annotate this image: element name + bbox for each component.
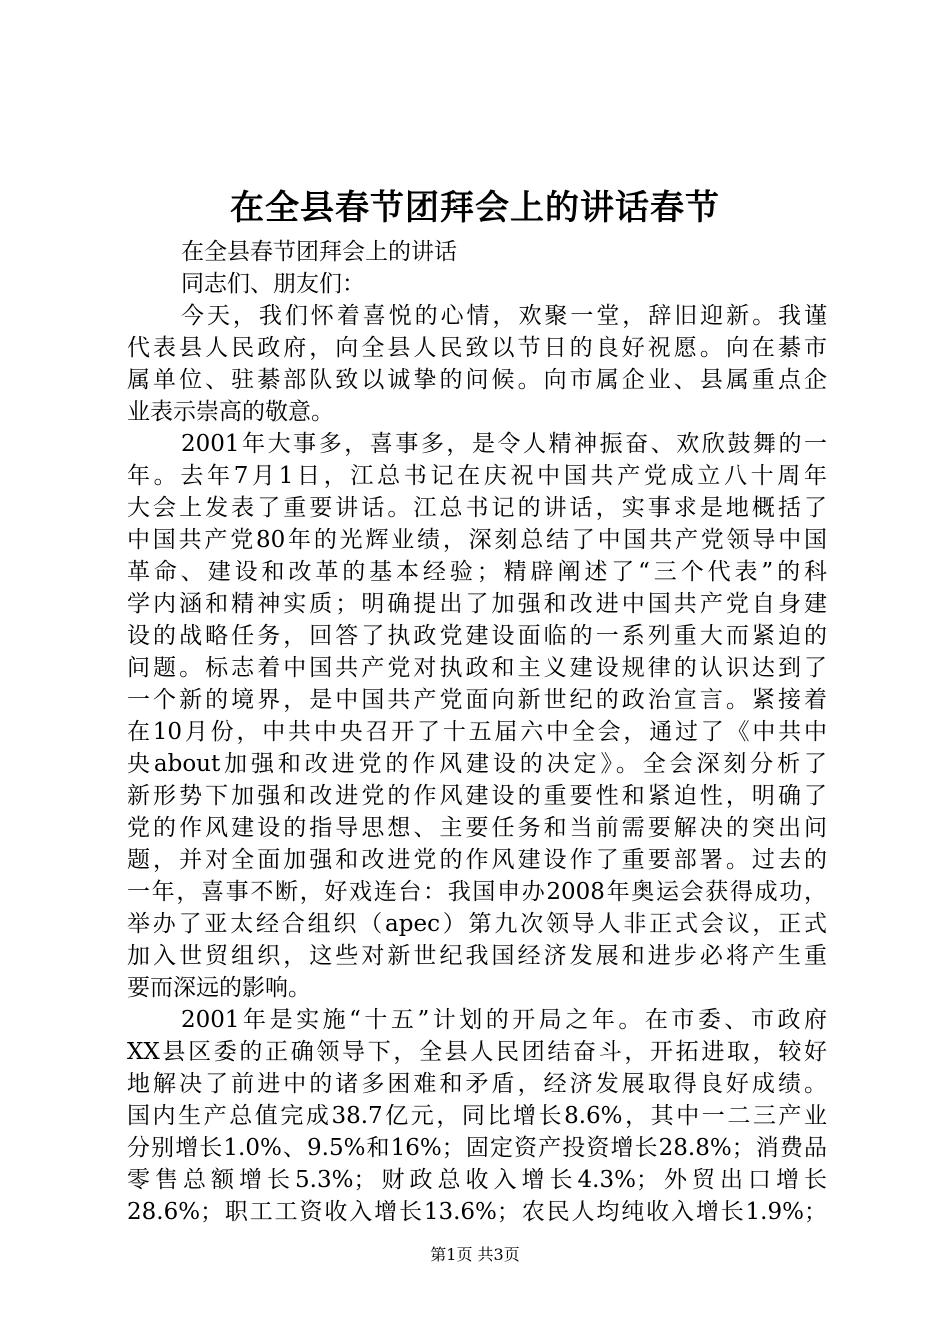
text-line: 中国共产党80年的光辉业绩，深刻总结了中国共产党领导中国 — [127, 527, 827, 553]
text-line: 地解决了前进中的诸多困难和矛盾，经济发展取得良好成绩。 — [127, 1071, 827, 1097]
text-line: 学内涵和精神实质；明确提出了加强和改进中国共产党自身建 — [127, 591, 827, 617]
text-line: 加入世贸组织，这些对新世纪我国经济发展和进步必将产生重 — [127, 943, 827, 969]
text-line: 题，并对全面加强和改进党的作风建设作了重要部署。过去的 — [127, 847, 827, 873]
text-line: 革命、建设和改革的基本经验；精辟阐述了“三个代表”的科 — [127, 559, 827, 585]
text-line: 在全县春节团拜会上的讲话 — [181, 239, 457, 265]
document-body — [127, 236, 827, 1228]
text-line: XX县区委的正确领导下，全县人民团结奋斗，开拓进取，较好 — [127, 1039, 827, 1065]
text-line: 零售总额增长5.3%；财政总收入增长4.3%；外贸出口增长 — [127, 1167, 827, 1193]
text-line: 要而深远的影响。 — [127, 975, 311, 1001]
text-line: 央about加强和改进党的作风建设的决定》。全会深刻分析了 — [127, 751, 827, 777]
text-line: 一个新的境界，是中国共产党面向新世纪的政治宣言。紧接着 — [127, 687, 827, 713]
text-line: 问题。标志着中国共产党对执政和主义建设规律的认识达到了 — [127, 655, 827, 681]
text-line: 在10月份，中共中央召开了十五届六中全会，通过了《中共中 — [127, 719, 827, 745]
text-line: 分别增长1.0%、9.5%和16%；固定资产投资增长28.8%；消费品 — [127, 1135, 827, 1161]
text-line: 2001年是实施“十五”计划的开局之年。在市委、市政府 — [181, 1007, 827, 1033]
text-line: 设的战略任务，回答了执政党建设面临的一系列重大而紧迫的 — [127, 623, 827, 649]
text-line: 年。去年7月1日，江总书记在庆祝中国共产党成立八十周年 — [127, 463, 827, 489]
text-line: 28.6%；职工工资收入增长13.6%；农民人均纯收入增长1.9%； — [127, 1199, 827, 1225]
text-line: 属单位、驻綦部队致以诚挚的问候。向市属企业、县属重点企 — [127, 367, 827, 393]
text-line: 2001年大事多，喜事多，是令人精神振奋、欢欣鼓舞的一 — [181, 431, 827, 457]
text-line: 举办了亚太经合组织（apec）第九次领导人非正式会议，正式 — [127, 911, 827, 937]
text-line: 党的作风建设的指导思想、主要任务和当前需要解决的突出问 — [127, 815, 827, 841]
text-line: 业表示崇高的敬意。 — [127, 399, 334, 425]
text-line: 一年，喜事不断，好戏连台：我国申办2008年奥运会获得成功， — [127, 879, 827, 905]
page-footer: 第1页 共3页 — [430, 1245, 520, 1264]
document-title: 在全县春节团拜会上的讲话春节 — [230, 188, 720, 228]
text-line: 今天，我们怀着喜悦的心情，欢聚一堂，辞旧迎新。我谨 — [181, 303, 827, 329]
text-line: 国内生产总值完成38.7亿元，同比增长8.6%，其中一二三产业 — [127, 1103, 827, 1129]
text-line: 同志们、朋友们： — [181, 271, 365, 297]
text-line: 代表县人民政府，向全县人民致以节日的良好祝愿。向在綦市 — [127, 335, 827, 361]
text-line: 大会上发表了重要讲话。江总书记的讲话，实事求是地概括了 — [127, 495, 827, 521]
text-line: 新形势下加强和改进党的作风建设的重要性和紧迫性，明确了 — [127, 783, 827, 809]
